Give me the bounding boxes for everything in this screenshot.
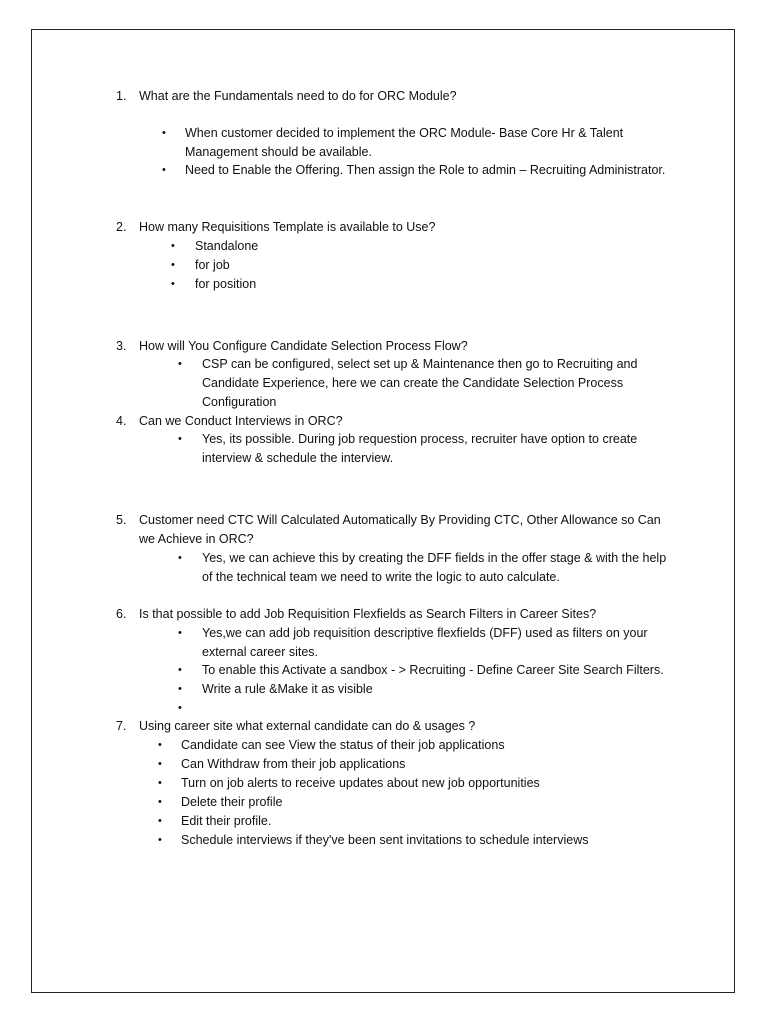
bullet-text: Edit their profile. — [181, 814, 272, 828]
question-text: Customer need CTC Will Calculated Automatically By Providing CTC, Other Allowance so Can we Achieve in ORC? — [139, 513, 661, 546]
bullet-icon: • — [171, 240, 175, 252]
bullet-icon: • — [162, 127, 166, 139]
bullet-item — [158, 736, 678, 755]
bullet-icon: • — [158, 758, 162, 770]
question-number: 5. — [116, 513, 127, 527]
question-number: 6. — [116, 607, 127, 621]
bullet-text: Yes, we can achieve this by creating the DFF fields in the offer stage & with the help of the technical team we need to write the logic to auto calculate. — [202, 551, 667, 584]
bullet-text: Turn on job alerts to receive updates about new job opportunities — [181, 776, 540, 790]
bullet-item — [158, 755, 678, 774]
bullet-text: When customer decided to implement the ORC Module- Base Core Hr & Talent Management should be available. — [185, 126, 624, 159]
question-text: Using career site what external candidate can do & usages ? — [139, 719, 476, 733]
question-number: 4. — [116, 414, 127, 428]
bullet-icon: • — [178, 702, 182, 714]
question-number: 7. — [116, 719, 127, 733]
bullet-item — [158, 793, 678, 812]
question-5 — [116, 511, 676, 549]
bullet-item — [178, 549, 678, 587]
bullet-item — [171, 237, 571, 256]
bullet-icon: • — [171, 278, 175, 290]
bullet-icon: • — [158, 815, 162, 827]
bullet-icon: • — [178, 683, 182, 695]
bullet-item — [171, 275, 571, 294]
question-number: 3. — [116, 339, 127, 353]
bullet-text: To enable this Activate a sandbox - > Recruiting - Define Career Site Search Filters. — [202, 663, 664, 677]
bullet-item — [158, 774, 678, 793]
bullet-text: Candidate can see View the status of their job applications — [181, 738, 505, 752]
bullet-text: Yes, its possible. During job requestion process, recruiter have option to create interview & schedule the interview. — [202, 432, 638, 465]
bullet-icon: • — [158, 777, 162, 789]
bullet-text: Can Withdraw from their job applications — [181, 757, 406, 771]
bullet-text: Write a rule &Make it as visible — [202, 682, 373, 696]
bullet-icon: • — [158, 739, 162, 751]
document-page — [31, 29, 735, 993]
bullet-icon: • — [178, 664, 182, 676]
bullet-icon: • — [171, 259, 175, 271]
bullet-item — [178, 661, 688, 680]
question-2 — [116, 218, 676, 237]
bullet-icon: • — [178, 433, 182, 445]
bullet-text: Yes,we can add job requisition descriptive flexfields (DFF) used as filters on your external career sites. — [202, 626, 648, 659]
bullet-item — [158, 831, 678, 850]
bullet-item — [178, 355, 678, 412]
bullet-text: Schedule interviews if they've been sent invitations to schedule interviews — [181, 833, 589, 847]
bullet-item — [171, 256, 571, 275]
bullet-item — [178, 430, 678, 468]
bullet-item — [162, 161, 682, 180]
question-text: Can we Conduct Interviews in ORC? — [139, 414, 343, 428]
bullet-icon: • — [178, 358, 182, 370]
question-6 — [116, 605, 676, 624]
bullet-text: Delete their profile — [181, 795, 283, 809]
bullet-text: for job — [195, 258, 230, 272]
question-text: How many Requisitions Template is available to Use? — [139, 220, 436, 234]
question-1 — [116, 87, 676, 106]
bullet-text: for position — [195, 277, 257, 291]
bullet-item — [178, 680, 688, 699]
question-3 — [116, 337, 676, 356]
bullet-text: Standalone — [195, 239, 259, 253]
bullet-item — [178, 699, 688, 718]
bullet-icon: • — [178, 552, 182, 564]
bullet-item — [162, 124, 682, 162]
bullet-item — [178, 624, 688, 662]
bullet-text: CSP can be configured, select set up & Maintenance then go to Recruiting and Candidate Experience, here we can create the Candidate Selection Process Configuration — [202, 357, 638, 409]
question-7 — [116, 717, 676, 736]
question-number: 2. — [116, 220, 127, 234]
question-text: How will You Configure Candidate Selection Process Flow? — [139, 339, 468, 353]
question-number: 1. — [116, 89, 127, 103]
bullet-icon: • — [162, 164, 166, 176]
bullet-item — [158, 812, 678, 831]
bullet-text: Need to Enable the Offering. Then assign the Role to admin – Recruiting Administrator. — [185, 163, 666, 177]
bullet-icon: • — [158, 796, 162, 808]
bullet-icon: • — [158, 834, 162, 846]
question-text: What are the Fundamentals need to do for ORC Module? — [139, 89, 457, 103]
bullet-icon: • — [178, 627, 182, 639]
question-text: Is that possible to add Job Requisition Flexfields as Search Filters in Career Sites? — [139, 607, 597, 621]
question-4 — [116, 412, 676, 431]
